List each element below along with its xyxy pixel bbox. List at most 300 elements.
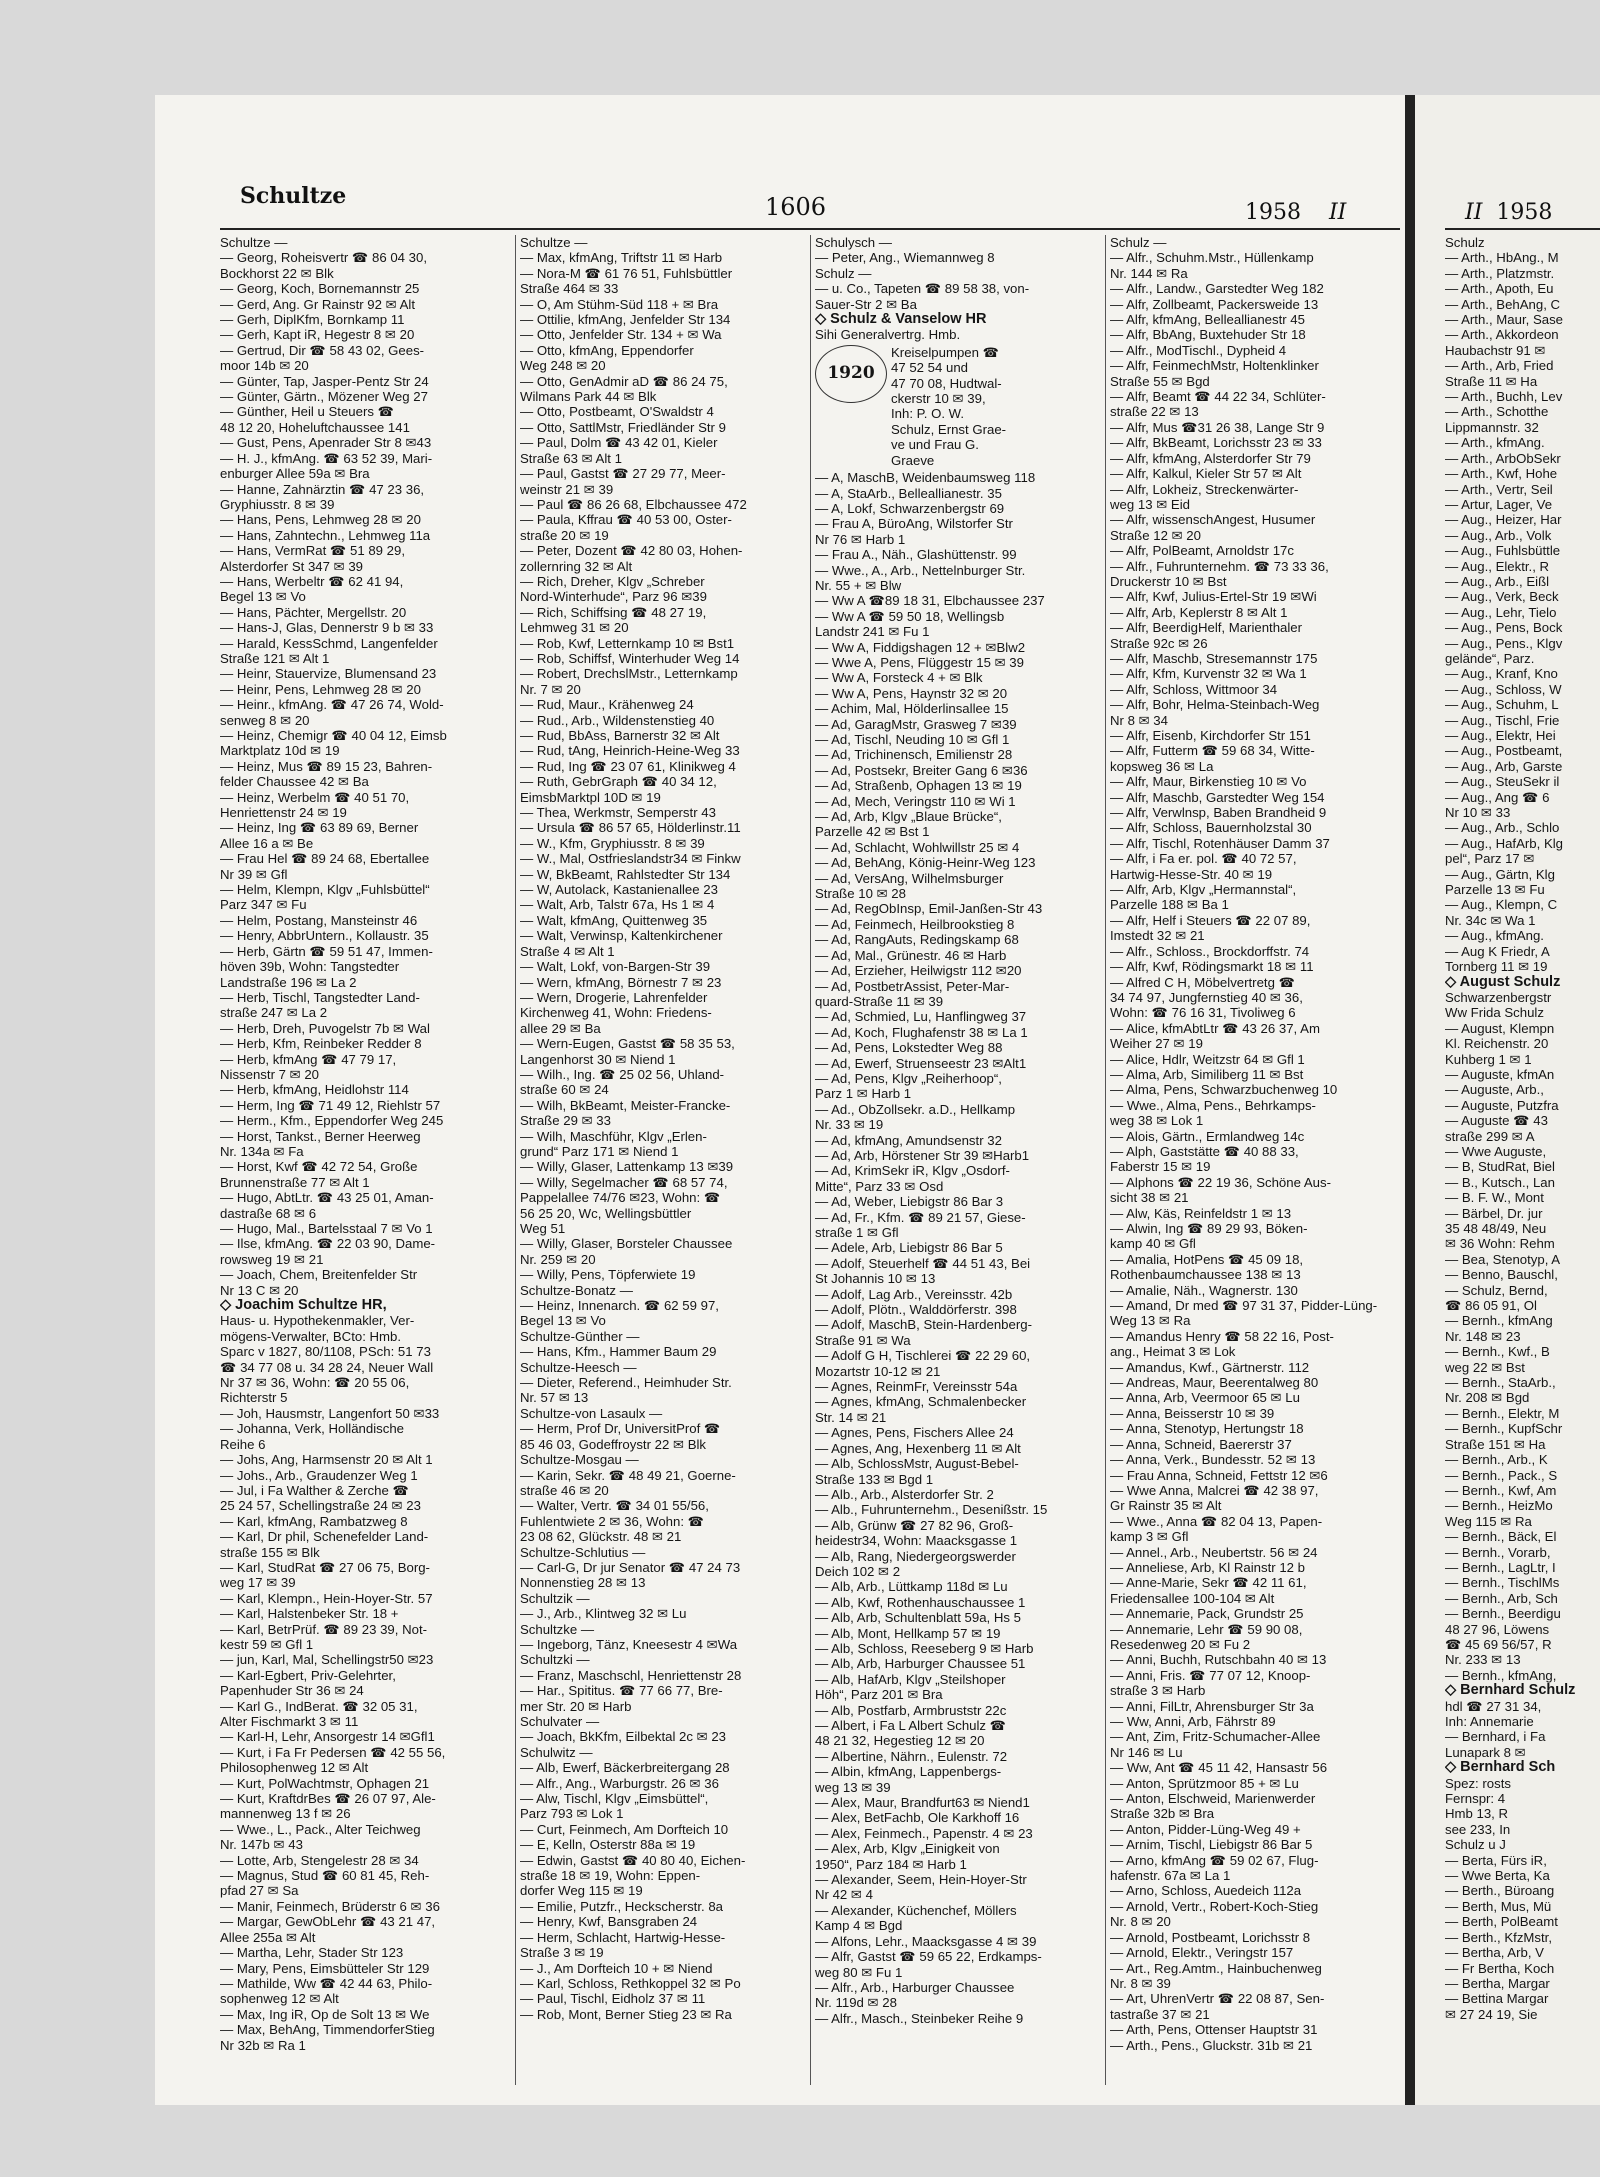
directory-entry-line: — Horst, Kwf ☎ 42 72 54, Große [220, 1159, 418, 1175]
directory-entry-line: Reihe 6 [220, 1436, 266, 1452]
directory-entry-line: — Ww A ☎ 59 50 18, Wellingsb [815, 608, 1005, 624]
directory-entry-line: — Bernh., Kwf., B [1445, 1344, 1550, 1360]
directory-entry-line: — Karin, Sekr. ☎ 48 49 21, Goerne- [520, 1467, 736, 1483]
next-page-header [1465, 200, 1552, 225]
directory-entry-line: — August, Klempn [1445, 1020, 1555, 1036]
directory-entry-line: — Annel., Arb., Neubertstr. 56 ✉ 24 [1110, 1544, 1318, 1560]
directory-entry-line: — Peter, Dozent ☎ 42 80 03, Hohen- [520, 543, 743, 559]
directory-entry-line: — Rich, Dreher, Klgv „Schreber [520, 573, 705, 589]
directory-entry-line: — Ad, Ewerf, Struenseestr 23 ✉Alt1 [815, 1055, 1027, 1071]
directory-entry-line: — Rud, Ing ☎ 23 07 61, Klinikweg 4 [520, 758, 736, 774]
directory-entry-line: dorfer Weg 115 ✉ 19 [520, 1883, 643, 1899]
directory-entry-line: Weg 13 ✉ Ra [1110, 1313, 1191, 1329]
directory-entry-line: — Ad, RegObInsp, Emil-Janßen-Str 43 [815, 901, 1043, 917]
entry-line: ckerstr 10 ✉ 39, [891, 391, 986, 407]
directory-entry-line: — Aug., Arb., Schlo [1445, 820, 1560, 836]
directory-entry-line: — Arth., kfmAng. [1445, 435, 1545, 451]
directory-entry-line: — Hugo, AbtLtr. ☎ 43 25 01, Aman- [220, 1190, 434, 1206]
directory-entry-line: — Herb, Kfm, Reinbeker Redder 8 [220, 1036, 422, 1052]
directory-entry-line: Begel 13 ✉ Vo [220, 589, 306, 605]
directory-entry-line: — Georg, Roheisvertr ☎ 86 04 30, [220, 250, 428, 266]
directory-entry-line: — Arth., Apoth, Eu [1445, 281, 1554, 297]
directory-entry-line: — Karl, Klempn., Hein-Hoyer-Str. 57 [220, 1590, 433, 1606]
directory-entry-line: Rothenbaumchaussee 138 ✉ 13 [1110, 1267, 1301, 1283]
directory-entry-line: — O, Am Stühm-Süd 118 + ✉ Bra [520, 296, 719, 312]
directory-entry-line: — Alfr, Kalkul, Kieler Str 57 ✉ Alt [1110, 466, 1302, 482]
directory-entry-line: — Alfr., Schuhm.Mstr., Hüllenkamp [1110, 250, 1314, 266]
directory-entry-line: Schulz [1445, 235, 1485, 250]
directory-entry-line: — Anton, Pidder-Lüng-Weg 49 + [1110, 1821, 1301, 1837]
directory-entry-line: — Ad, Fr., Kfm. ☎ 89 21 57, Giese- [815, 1209, 1026, 1225]
directory-entry-line: Nr. 7 ✉ 20 [520, 681, 581, 697]
directory-entry-line: Straße 63 ✉ Alt 1 [520, 450, 622, 466]
directory-entry-line: Schulysch — [815, 235, 892, 250]
directory-entry-line: Nr 146 ✉ Lu [1110, 1744, 1183, 1760]
directory-entry-line: ✉ 27 24 19, Sie [1445, 2006, 1538, 2022]
directory-entry-line: — Adolf, MaschB, Stein-Hardenberg- [815, 1317, 1032, 1333]
directory-entry-line: — Alw, Käs, Reinfeldstr 1 ✉ 13 [1110, 1205, 1292, 1221]
directory-entry-line: ☎ 86 05 91, Ol [1445, 1298, 1537, 1314]
directory-entry-line: — Alice, Hdlr, Weitzstr 64 ✉ Gfl 1 [1110, 1051, 1305, 1067]
directory-entry-line: Straße 32b ✉ Bra [1110, 1806, 1215, 1822]
directory-entry-line: Weg 248 ✉ 20 [520, 358, 606, 374]
directory-entry-line: — Alois, Gärtn., Ermlandweg 14c [1110, 1128, 1305, 1144]
directory-entry-line: — Aug., Arb., Eißl [1445, 573, 1550, 589]
directory-entry-line: — Kurt, KraftdrBes ☎ 26 07 97, Ale- [220, 1791, 436, 1807]
directory-entry-line: Alsterdorfer St 347 ✉ 39 [220, 558, 363, 574]
directory-entry-line: — A, StaArb., Belleallianestr. 35 [815, 485, 1002, 501]
directory-entry-line: — Arth., Platzmstr. [1445, 265, 1555, 281]
directory-entry-line: — Alb, Postfarb, Armbruststr 22c [815, 1702, 1007, 1718]
directory-entry-line: Haubachstr 91 ✉ [1445, 342, 1546, 358]
directory-entry-line: Nr 42 ✉ 4 [815, 1887, 873, 1903]
directory-entry-line: — Alfr, BbAng, Buxtehuder Str 18 [1110, 327, 1306, 343]
directory-entry-line: — Heinz, Mus ☎ 89 15 23, Bahren- [220, 758, 433, 774]
directory-entry-line: — Alfr., Masch., Steinbeker Reihe 9 [815, 2010, 1024, 2026]
directory-entry-line: — Alfr, Lokheiz, Streckenwärter- [1110, 481, 1299, 497]
directory-entry-line: — Berth., KfzMstr, [1445, 1929, 1552, 1945]
directory-entry-line: Straße 151 ✉ Ha [1445, 1436, 1546, 1452]
directory-entry-line: Pappelallee 74/76 ✉23, Wohn: ☎ [520, 1190, 721, 1206]
directory-entry-line: 25 24 57, Schellingstraße 24 ✉ 23 [220, 1498, 421, 1514]
directory-entry-line: kamp 3 ✉ Gfl [1110, 1529, 1189, 1545]
directory-entry-line: — Arth., ArbObSekr [1445, 450, 1561, 466]
directory-entry-line: — Aug., Tischl, Frie [1445, 712, 1560, 728]
directory-column-2 [520, 235, 805, 2095]
directory-entry-line: — Henry, AbbrUntern., Kollaustr. 35 [220, 928, 429, 944]
directory-entry-line: — Alfr, Bohr, Helma-Steinbach-Weg [1110, 697, 1320, 713]
directory-entry-line: — Georg, Koch, Bornemannstr 25 [220, 281, 420, 297]
directory-entry-line: — E, Kelln, Osterstr 88a ✉ 19 [520, 1837, 696, 1853]
directory-entry-line: — Arth., Akkordeon [1445, 327, 1559, 343]
directory-entry-line: — W, BkBeamt, Rahlstedter Str 134 [520, 866, 731, 882]
directory-entry-line: senweg 8 ✉ 20 [220, 712, 310, 728]
directory-entry-line: — Karl G., IndBerat. ☎ 32 05 31, [220, 1698, 418, 1714]
directory-entry-line: — Alfr, Maur, Birkenstieg 10 ✉ Vo [1110, 774, 1307, 790]
directory-entry-line: Brunnenstraße 77 ✉ Alt 1 [220, 1174, 370, 1190]
directory-entry-line: — Wwe., Anna ☎ 82 04 13, Papen- [1110, 1513, 1323, 1529]
directory-entry-line: — Aug., Fuhlsbüttle [1445, 543, 1561, 559]
directory-entry-line: — Ad, Arb, Hörstener Str 39 ✉Harb1 [815, 1147, 1030, 1163]
directory-entry-line: — Arth., Schotthe [1445, 404, 1549, 420]
directory-entry-line: — Alexander, Küchenchef, Möllers [815, 1902, 1017, 1918]
directory-entry-line: sicht 38 ✉ 21 [1110, 1190, 1189, 1206]
directory-entry-line: — Bettina Margar [1445, 1991, 1549, 2007]
directory-entry-line: — Ww A, Pens, Haynstr 32 ✉ 20 [815, 685, 1008, 701]
directory-entry-line: 35 48 48/49, Neu [1445, 1221, 1547, 1236]
directory-entry-line: — Alfr, Maschb, Stresemannstr 175 [1110, 650, 1318, 666]
directory-entry-line: EimsbMarktpl 10D ✉ 19 [520, 789, 661, 805]
directory-entry-line: — Gust, Pens, Apenrader Str 8 ✉43 [220, 435, 432, 451]
directory-entry-line: — Alma, Pens, Schwarzbuchenweg 10 [1110, 1082, 1338, 1098]
directory-entry-line: — Otto, Jenfelder Str. 134 + ✉ Wa [520, 327, 722, 343]
directory-entry-line: dastraße 68 ✉ 6 [220, 1205, 317, 1221]
directory-entry-line: — Heinr., kfmAng. ☎ 47 26 74, Wold- [220, 697, 444, 713]
directory-entry-line: Inh: Annemarie [1445, 1714, 1534, 1729]
directory-entry-line: — Wilh., Ing. ☎ 25 02 56, Uhland- [520, 1066, 725, 1082]
directory-entry-line: Mozartstr 10-12 ✉ 21 [815, 1363, 941, 1379]
directory-entry-line: weg 38 ✉ Lok 1 [1110, 1113, 1204, 1129]
directory-entry-line: Parzelle 188 ✉ Ba 1 [1110, 897, 1229, 913]
directory-entry-line: rowsweg 19 ✉ 21 [220, 1251, 324, 1267]
directory-entry-line: Nr. 8 ✉ 20 [1110, 1914, 1171, 1930]
directory-entry-line: — jun, Karl, Mal, Schellingstr50 ✉23 [220, 1652, 434, 1668]
directory-entry-line: Straße 121 ✉ Alt 1 [220, 650, 330, 666]
directory-entry-line: — Aug., Verk, Beck [1445, 589, 1559, 605]
directory-entry-line: Straße 55 ✉ Bgd [1110, 373, 1210, 389]
directory-entry-line: Papenhuder Str 36 ✉ 24 [220, 1683, 364, 1699]
directory-entry-line: — Jul, i Fa Walther & Zerche ☎ [220, 1482, 409, 1498]
directory-entry-line: — Alb., Fuhrunternehm., Desenißstr. 15 [815, 1502, 1048, 1518]
directory-entry-line: 34 74 97, Jungfernstieg 40 ✉ 36, [1110, 989, 1303, 1005]
directory-entry-line: — Alb, Rang, Niedergeorgswerder [815, 1548, 1016, 1564]
next-page-roman: II [1465, 200, 1483, 225]
directory-entry-line: — Wwe., A., Arb., Nettelnburger Str. [815, 562, 1026, 578]
firm-entry-heading: ◇ Schulz & Vanselow HR [815, 312, 987, 328]
directory-entry-line: weg 13 ✉ Eid [1110, 496, 1190, 512]
directory-entry-line: hdl ☎ 27 31 34, [1445, 1698, 1542, 1714]
directory-entry-line: — Berth., Büroang [1445, 1883, 1555, 1899]
directory-entry-line: — Alfr, FeinmechMstr, Holtenklinker [1110, 358, 1319, 374]
directory-entry-line: — Bernh., StaArb., [1445, 1375, 1556, 1391]
column-divider [810, 235, 811, 2085]
directory-entry-line: mannenweg 13 f ✉ 26 [220, 1806, 351, 1822]
directory-entry-line: — Aug., Schloss, W [1445, 681, 1562, 697]
directory-entry-line: — Ad, Trichinensch, Emilienstr 28 [815, 747, 1013, 763]
directory-entry-line: — Ad, Pens, Klgv „Reiherhoop“, [815, 1070, 1002, 1086]
directory-entry-line: — Walter, Vertr. ☎ 34 01 55/56, [520, 1498, 709, 1514]
directory-entry-line: 48 21 32, Hegestieg 12 ✉ 20 [815, 1733, 985, 1749]
directory-entry-line: — Aug., Klempn, C [1445, 897, 1558, 913]
directory-entry-line: ☎ 34 77 08 u. 34 28 24, Neuer Wall [220, 1359, 434, 1375]
directory-entry-line: — Mary, Pens, Eimsbütteler Str 129 [220, 1960, 430, 1976]
directory-entry-line: — Wern, kfmAng, Börnestr 7 ✉ 23 [520, 974, 722, 990]
directory-entry-line: Ww Frida Schulz [1445, 1005, 1544, 1021]
directory-entry-line: Nr. 119d ✉ 28 [815, 1995, 897, 2011]
directory-entry-line: — Ad, Mal., Grünestr. 46 ✉ Harb [815, 947, 1007, 963]
directory-entry-line: Kuhberg 1 ✉ 1 [1445, 1051, 1532, 1067]
directory-entry-line: — Alice, kfmAbtLtr ☎ 43 26 37, Am [1110, 1020, 1320, 1036]
directory-entry-line: straße 60 ✉ 24 [520, 1082, 609, 1098]
directory-entry-line: Nr. 148 ✉ 23 [1445, 1328, 1521, 1344]
directory-entry-line: — Amandus Henry ☎ 58 22 16, Post- [1110, 1328, 1334, 1344]
directory-entry-line: Lippmannstr. 32 [1445, 419, 1539, 435]
directory-entry-line: — Alex, Feinmech., Papenstr. 4 ✉ 23 [815, 1825, 1033, 1841]
directory-entry-line: — Wwe., L., Pack., Alter Teichweg [220, 1821, 421, 1837]
directory-entry-line: — Alfr, Beamt ☎ 44 22 34, Schlüter- [1110, 389, 1326, 405]
directory-entry-line: — Anna, Verk., Bundesstr. 52 ✉ 13 [1110, 1452, 1316, 1468]
directory-entry-line: — Aug., Postbeamt, [1445, 743, 1563, 759]
directory-entry-line: Schulz u J [1445, 1837, 1506, 1853]
book-gutter [1405, 95, 1415, 2105]
directory-entry-line: Weg 115 ✉ Ra [1445, 1513, 1532, 1529]
directory-entry-line: — Hans-J, Glas, Dennerstr 9 b ✉ 33 [220, 620, 434, 636]
directory-entry-line: — Ad, kfmAng, Amundsenstr 32 [815, 1132, 1002, 1148]
directory-entry-line: — Magnus, Stud ☎ 60 81 45, Reh- [220, 1868, 430, 1884]
directory-entry-line: pfad 27 ✉ Sa [220, 1883, 299, 1899]
directory-entry-line: — Paula, Kffrau ☎ 40 53 00, Oster- [520, 512, 732, 528]
directory-entry-line: Straße 12 ✉ 20 [1110, 527, 1201, 543]
directory-entry-line: mögens-Verwalter, BCto: Hmb. [220, 1328, 402, 1344]
directory-entry-line: — Ad, BehAng, König-Heinr-Weg 123 [815, 855, 1036, 871]
directory-entry-line: — Berth, Mus, Mü [1445, 1898, 1552, 1914]
directory-entry-line: — B, StudRat, Biel [1445, 1159, 1555, 1175]
directory-entry-line: — Walt, Verwinsp, Kaltenkirchener [520, 928, 723, 944]
directory-entry-line: — Aug K Friedr, A [1445, 943, 1550, 959]
directory-entry-line: — Joach, Chem, Breitenfelder Str [220, 1267, 418, 1283]
founding-year-seal: 1920 [815, 345, 887, 403]
directory-entry-line: ✉ 36 Wohn: Rehm [1445, 1236, 1555, 1252]
directory-entry-line: Philosophenweg 12 ✉ Alt [220, 1760, 369, 1776]
directory-entry-line: — Max, kfmAng, Triftstr 11 ✉ Harb [520, 250, 723, 266]
directory-entry-line: — Frau A., Näh., Glashüttenstr. 99 [815, 547, 1017, 563]
entry-line: Kreiselpumpen ☎ [891, 344, 1000, 360]
directory-entry-line: Straße 10 ✉ 28 [815, 886, 906, 902]
directory-entry-line: Weg 51 [520, 1221, 566, 1236]
entry-line: 47 70 08, Hudtwal- [891, 375, 1002, 391]
directory-entry-line: Str. 14 ✉ 21 [815, 1409, 887, 1425]
directory-entry-line: — Alfr., Schloss., Brockdorffstr. 74 [1110, 943, 1310, 959]
directory-entry-line: gelände“, Parz. [1445, 650, 1535, 666]
directory-entry-line: Sparc v 1827, 80/1108, PSch: 51 73 [220, 1344, 431, 1360]
directory-entry-line: — Arnold, Vertr., Robert-Koch-Stieg [1110, 1898, 1319, 1914]
directory-entry-line: — Hans, Werbeltr ☎ 62 41 94, [220, 573, 404, 589]
directory-entry-line: — Aug., Ang ☎ 6 [1445, 789, 1550, 805]
directory-entry-line: — Alfr, kfmAng, Belleallianestr 45 [1110, 312, 1305, 328]
directory-entry-line: — Aug., Elektr, Hei [1445, 728, 1556, 743]
directory-entry-line: — Heinr, Pens, Lehmweg 28 ✉ 20 [220, 681, 421, 697]
directory-entry-line: — Anni, FilLtr, Ahrensburger Str 3a [1110, 1698, 1314, 1714]
directory-entry-line: — Bernh., Arb, Sch [1445, 1590, 1558, 1606]
directory-entry-line: — Martha, Lehr, Stader Str 123 [220, 1945, 404, 1961]
directory-entry-line: — Joh, Hausmstr, Langenfort 50 ✉33 [220, 1405, 440, 1421]
directory-entry-line: — Rob, Schiffsf, Winterhuder Weg 14 [520, 650, 740, 666]
directory-entry-line: Nr. 144 ✉ Ra [1110, 265, 1188, 281]
next-page-edge [1415, 95, 1600, 2105]
firm-entry-heading: ◇ August Schulz [1445, 974, 1561, 990]
directory-entry-line: — Margar, GewObLehr ☎ 43 21 47, [220, 1914, 436, 1930]
column-divider [515, 235, 516, 2085]
directory-entry-line: Allee 255a ✉ Alt [220, 1929, 316, 1945]
directory-entry-line: Höh“, Parz 201 ✉ Bra [815, 1687, 943, 1703]
directory-entry-line: — Max, Ing iR, Op de Solt 13 ✉ We [220, 2006, 430, 2022]
directory-entry-line: Mitte“, Parz 33 ✉ Osd [815, 1178, 944, 1194]
directory-entry-line: — Alexander, Seem, Hein-Hoyer-Str [815, 1872, 1027, 1888]
directory-entry-line: — Heinz, Werbelm ☎ 40 51 70, [220, 789, 410, 805]
directory-entry-line: — Aug., Pens., Klgv [1445, 635, 1563, 651]
directory-entry-line: enburger Allee 59a ✉ Bra [220, 466, 370, 482]
directory-entry-line: — Ad, Straßenb, Ophagen 13 ✉ 19 [815, 778, 1022, 794]
directory-entry-line: — W, Autolack, Kastanienallee 23 [520, 882, 718, 898]
directory-entry-line: — Karl-Egbert, Priv-Gelehrter, [220, 1667, 396, 1683]
directory-entry-line: Kamp 4 ✉ Bgd [815, 1918, 903, 1934]
directory-entry-line: straße 46 ✉ 20 [520, 1482, 609, 1498]
directory-entry-line: — Arth., Arb, Fried [1445, 358, 1554, 374]
directory-entry-line: — Alphons ☎ 22 19 36, Schöne Aus- [1110, 1174, 1331, 1190]
directory-entry-line: — Gertrud, Dir ☎ 58 43 02, Gees- [220, 342, 425, 358]
directory-entry-line: — Bernh., Vorarb, [1445, 1544, 1551, 1560]
directory-entry-line: — Frau Hel ☎ 89 24 68, Ebertallee [220, 851, 430, 867]
directory-entry-line: — Rob, Mont, Berner Stieg 23 ✉ Ra [520, 2006, 732, 2022]
entry-line: Graeve [891, 452, 935, 468]
directory-entry-line: — Bernh., LagLtr, I [1445, 1559, 1556, 1575]
directory-entry-line: — Alfr, Futterm ☎ 59 68 34, Witte- [1110, 743, 1315, 759]
directory-entry-line: Parzelle 13 ✉ Fu [1445, 882, 1545, 898]
directory-entry-line: Haus- u. Hypothekenmakler, Ver- [220, 1313, 415, 1329]
directory-entry-line: — Ilse, kfmAng. ☎ 22 03 90, Dame- [220, 1236, 436, 1252]
directory-entry-line: — Otto, kfmAng, Eppendorfer [520, 342, 694, 358]
directory-entry-line: — Alb, HafArb, Klgv „Steilshoper [815, 1671, 1006, 1687]
directory-entry-line: Richterstr 5 [220, 1390, 288, 1406]
directory-entry-line: Schulz — [1110, 235, 1167, 250]
directory-entry-line: — Berta, Fürs iR, [1445, 1852, 1547, 1868]
directory-entry-line: weinstr 21 ✉ 39 [520, 481, 614, 497]
directory-entry-line: grund“ Parz 171 ✉ Niend 1 [520, 1143, 679, 1159]
directory-entry-line: — Alex, Arb, Klgv „Einigkeit von [815, 1841, 1000, 1857]
directory-entry-line: — Alb, Arb, Schultenblatt 59a, Hs 5 [815, 1610, 1021, 1626]
directory-entry-line: — Aug., Arb, Garste [1445, 758, 1563, 774]
directory-entry-line: — Andreas, Maur, Beerentalweg 80 [1110, 1375, 1319, 1391]
directory-entry-line: Nr 13 C ✉ 20 [220, 1282, 299, 1298]
directory-entry-line: Faberstr 15 ✉ 19 [1110, 1159, 1211, 1175]
directory-entry-line: hafenstr. 67a ✉ La 1 [1110, 1868, 1231, 1884]
directory-entry-line: — Emilie, Putzfr., Heckscherstr. 8a [520, 1898, 724, 1914]
directory-entry-line: Sauer-Str 2 ✉ Ba [815, 296, 917, 312]
directory-entry-line: — Max, BehAng, TimmendorferStieg [220, 2022, 435, 2038]
directory-entry-line: — Herm., Kfm., Eppendorfer Weg 245 [220, 1113, 444, 1129]
directory-entry-line: — Bernh., Pack., S [1445, 1467, 1558, 1483]
directory-entry-line: straße 22 ✉ 13 [1110, 404, 1199, 420]
directory-entry-line: — Arno, Schloss, Auedeich 112a [1110, 1883, 1302, 1899]
directory-entry-line: — Alfr, Kfm, Kurvenstr 32 ✉ Wa 1 [1110, 666, 1307, 682]
directory-entry-line: pel“, Parz 17 ✉ [1445, 851, 1535, 867]
directory-entry-line: Schwarzenbergstr [1445, 989, 1552, 1005]
directory-entry-line: — Alfr, Schloss, Bauernholzstal 30 [1110, 820, 1312, 836]
entry-line: ve und Frau G. [891, 437, 979, 453]
directory-entry-line: — Alfr, Kwf, Rödingsmarkt 18 ✉ 11 [1110, 959, 1314, 975]
page-number: 1606 [765, 193, 827, 221]
directory-entry-line: — A, Lokf, Schwarzenbergstr 69 [815, 500, 1005, 516]
directory-entry-line: Schultze-Heesch — [520, 1359, 637, 1375]
directory-entry-line: Nr 37 ✉ 36, Wohn: ☎ 20 55 06, [220, 1375, 410, 1391]
company-entry-text [891, 345, 1100, 468]
directory-entry-line: — Frau A, BüroAng, Wilstorfer Str [815, 516, 1013, 532]
directory-entry-line: — Bernh., kfmAng, [1445, 1667, 1557, 1683]
directory-entry-line: mer Str. 20 ✉ Harb [520, 1698, 632, 1714]
directory-entry-line: — W., Kfm, Gryphiusstr. 8 ✉ 39 [520, 835, 705, 851]
volume-roman: II [1328, 200, 1347, 225]
directory-entry-line: — Günther, Heil u Steuers ☎ [220, 404, 395, 420]
directory-entry-line: — Anna, Beisserstr 10 ✉ 39 [1110, 1405, 1275, 1421]
directory-entry-line: Schultze-Günther — [520, 1328, 640, 1344]
directory-entry-line: weg 22 ✉ Bst [1445, 1359, 1525, 1375]
directory-entry-line: 23 08 62, Glückstr. 48 ✉ 21 [520, 1529, 682, 1545]
directory-entry-line: Nr. 33 ✉ 19 [815, 1117, 884, 1133]
directory-column-1 [220, 235, 510, 2095]
directory-entry-line: Schultze-Bonatz — [520, 1282, 633, 1298]
directory-entry-line: — Anna, Stenotyp, Hertungstr 18 [1110, 1421, 1304, 1437]
directory-entry-line: Straße 11 ✉ Ha [1445, 373, 1538, 389]
directory-entry-line: — Aug., Heizer, Har [1445, 512, 1562, 528]
directory-entry-line: — Edwin, Gastst ☎ 40 80 40, Eichen- [520, 1852, 746, 1868]
directory-entry-line: — Wwe Auguste, [1445, 1143, 1547, 1159]
directory-entry-line: — Arth., Pens., Gluckstr. 31b ✉ 21 [1110, 2037, 1313, 2053]
directory-entry-line: — Artur, Lager, Ve [1445, 496, 1553, 512]
directory-entry-line: — Wilh, Maschführ, Klgv „Erlen- [520, 1128, 707, 1144]
directory-entry-line: straße 1 ✉ Gfl [815, 1225, 899, 1240]
directory-entry-line: — Karl, kfmAng, Rambatzweg 8 [220, 1513, 408, 1529]
directory-entry-line: straße 299 ✉ A [1445, 1128, 1535, 1144]
directory-entry-line: — Ad, KrimSekr iR, Klgv „Osdorf- [815, 1163, 1010, 1179]
directory-entry-line: Parz 347 ✉ Fu [220, 897, 307, 913]
directory-entry-line: — Otto, SattlMstr, Friedländer Str 9 [520, 419, 726, 435]
directory-entry-line: — Rud, Maur., Krähenweg 24 [520, 697, 694, 713]
directory-entry-line: Spez: rosts [1445, 1775, 1511, 1791]
column-divider [1105, 235, 1106, 2085]
directory-entry-line: — Herm, Prof Dr, UniversitProf ☎ [520, 1421, 721, 1437]
directory-entry-line: — Aug., Pens, Bock [1445, 620, 1563, 636]
directory-entry-line: Schultze — [520, 235, 588, 250]
directory-entry-line: Schultze-von Lasaulx — [520, 1405, 663, 1421]
directory-entry-line: — Alb, Grünw ☎ 27 82 96, Groß- [815, 1517, 1014, 1533]
directory-entry-line: 48 12 20, Hoheluftchaussee 141 [220, 419, 410, 435]
directory-entry-line: — Manir, Feinmech, Brüderstr 6 ✉ 36 [220, 1898, 440, 1914]
directory-entry-line: — Adolf, Lag Arb., Vereinsstr. 42b [815, 1286, 1013, 1302]
directory-entry-line: — Rud, tAng, Heinrich-Heine-Weg 33 [520, 743, 740, 759]
directory-entry-line: Alter Fischmarkt 3 ✉ 11 [220, 1714, 359, 1729]
directory-entry-line: Schultzik — [520, 1590, 590, 1606]
directory-entry-line: — Franz, Maschschl, Henriettenstr 28 [520, 1667, 742, 1683]
directory-entry-line: — Otto, Postbeamt, O'Swaldstr 4 [520, 404, 714, 420]
entry-line: 47 52 54 und [891, 360, 969, 376]
directory-entry-line: Nr. 208 ✉ Bgd [1445, 1390, 1530, 1406]
directory-entry-line: — Alb, Mont, Hellkamp 57 ✉ 19 [815, 1625, 1001, 1641]
directory-entry-line: — Adolf, Plötn., Walddörferstr. 398 [815, 1302, 1017, 1318]
directory-entry-line: Schultze-Schlutius — [520, 1544, 646, 1560]
directory-entry-line: tastraße 37 ✉ 21 [1110, 2006, 1210, 2022]
directory-entry-line: — Arnold, Elektr., Veringstr 157 [1110, 1945, 1294, 1961]
directory-entry-line: — Agnes, ReinmFr, Vereinsstr 54a [815, 1379, 1018, 1395]
directory-entry-line: — Heinz, Chemigr ☎ 40 04 12, Eimsb [220, 728, 447, 743]
directory-entry-line: — Wilh, BkBeamt, Meister-Francke- [520, 1097, 731, 1113]
next-page-column [1445, 235, 1595, 2095]
directory-entry-line: — Henry, Kwf, Bansgraben 24 [520, 1914, 698, 1930]
directory-entry-line: quard-Straße 11 ✉ 39 [815, 993, 944, 1009]
directory-entry-line: — Karl, StudRat ☎ 27 06 75, Borg- [220, 1559, 430, 1575]
directory-entry-line: — Walt, Lokf, von-Bargen-Str 39 [520, 959, 711, 975]
directory-entry-line: — Alfr, i Fa er. pol. ☎ 40 72 57, [1110, 851, 1297, 867]
directory-entry-line: — Alfr, BkBeamt, Lorichsstr 23 ✉ 33 [1110, 435, 1322, 451]
